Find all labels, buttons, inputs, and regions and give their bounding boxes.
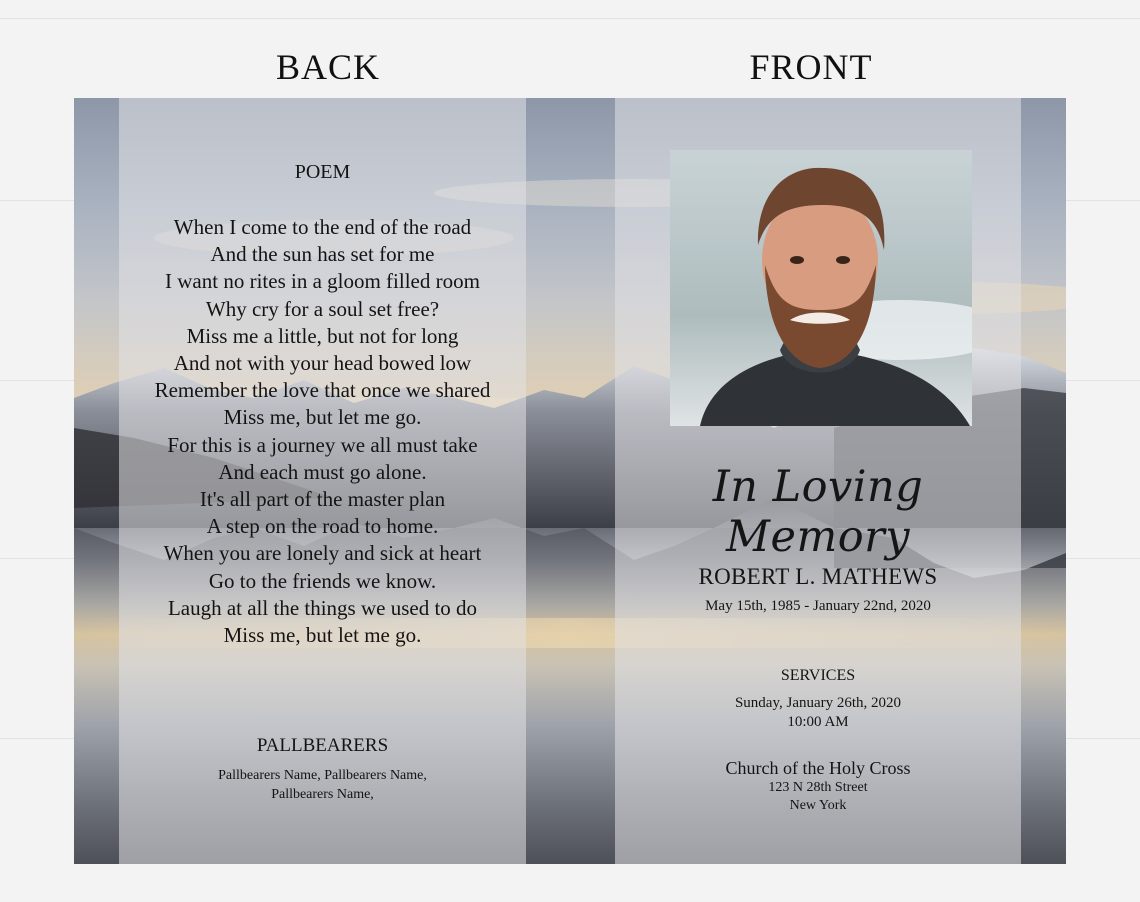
poem-line: And each must go alone. bbox=[218, 459, 427, 484]
poem-line: A step on the road to home. bbox=[206, 514, 439, 539]
poem-line: It's all part of the master plan bbox=[199, 487, 446, 512]
poem-text bbox=[119, 214, 526, 649]
memorial-title: In Loving Memory bbox=[712, 462, 924, 562]
poem-line: For this is a journey we all must take bbox=[167, 432, 478, 457]
wood-plank-line bbox=[0, 18, 1140, 19]
deceased-name: ROBERT L. MATHEWS bbox=[698, 564, 938, 589]
venue-address-line-1: 123 N 28th Street bbox=[768, 780, 868, 795]
venue-address-line-2: New York bbox=[789, 798, 847, 813]
life-dates: May 15th, 1985 - January 22nd, 2020 bbox=[705, 598, 931, 614]
pallbearers-title: PALLBEARERS bbox=[256, 735, 389, 756]
front-heading: FRONT bbox=[749, 47, 873, 87]
poem-line: Remember the love that once we shared bbox=[154, 378, 491, 403]
poem-line: Miss me, but let me go. bbox=[223, 623, 422, 648]
portrait-photo bbox=[670, 150, 972, 426]
poem-line: Why cry for a soul set free? bbox=[205, 296, 440, 321]
service-time: 10:00 AM bbox=[787, 714, 849, 730]
poem-title: POEM bbox=[294, 161, 351, 183]
poem-line: And the sun has set for me bbox=[210, 242, 435, 267]
poem-line: Laugh at all the things we used to do bbox=[167, 595, 478, 620]
program-sheet bbox=[74, 98, 1066, 864]
poem-line: I want no rites in a gloom filled room bbox=[165, 269, 480, 294]
poem-line: Miss me a little, but not for long bbox=[186, 323, 459, 348]
pallbearers-names-line-1: Pallbearers Name, Pallbearers Name, bbox=[218, 768, 427, 783]
back-heading: BACK bbox=[275, 47, 381, 87]
poem-line: Go to the friends we know. bbox=[208, 568, 437, 593]
poem-line: When you are lonely and sick at heart bbox=[163, 541, 482, 566]
poem-line: And not with your head bowed low bbox=[173, 351, 472, 376]
venue-name: Church of the Holy Cross bbox=[725, 758, 911, 778]
service-date: Sunday, January 26th, 2020 bbox=[734, 695, 902, 711]
pallbearers-names-line-2: Pallbearers Name, bbox=[271, 787, 374, 802]
poem-line: Miss me, but let me go. bbox=[223, 405, 422, 430]
portrait-illustration bbox=[670, 150, 972, 426]
poem-line: When I come to the end of the road bbox=[173, 215, 472, 239]
services-title: SERVICES bbox=[780, 667, 856, 684]
